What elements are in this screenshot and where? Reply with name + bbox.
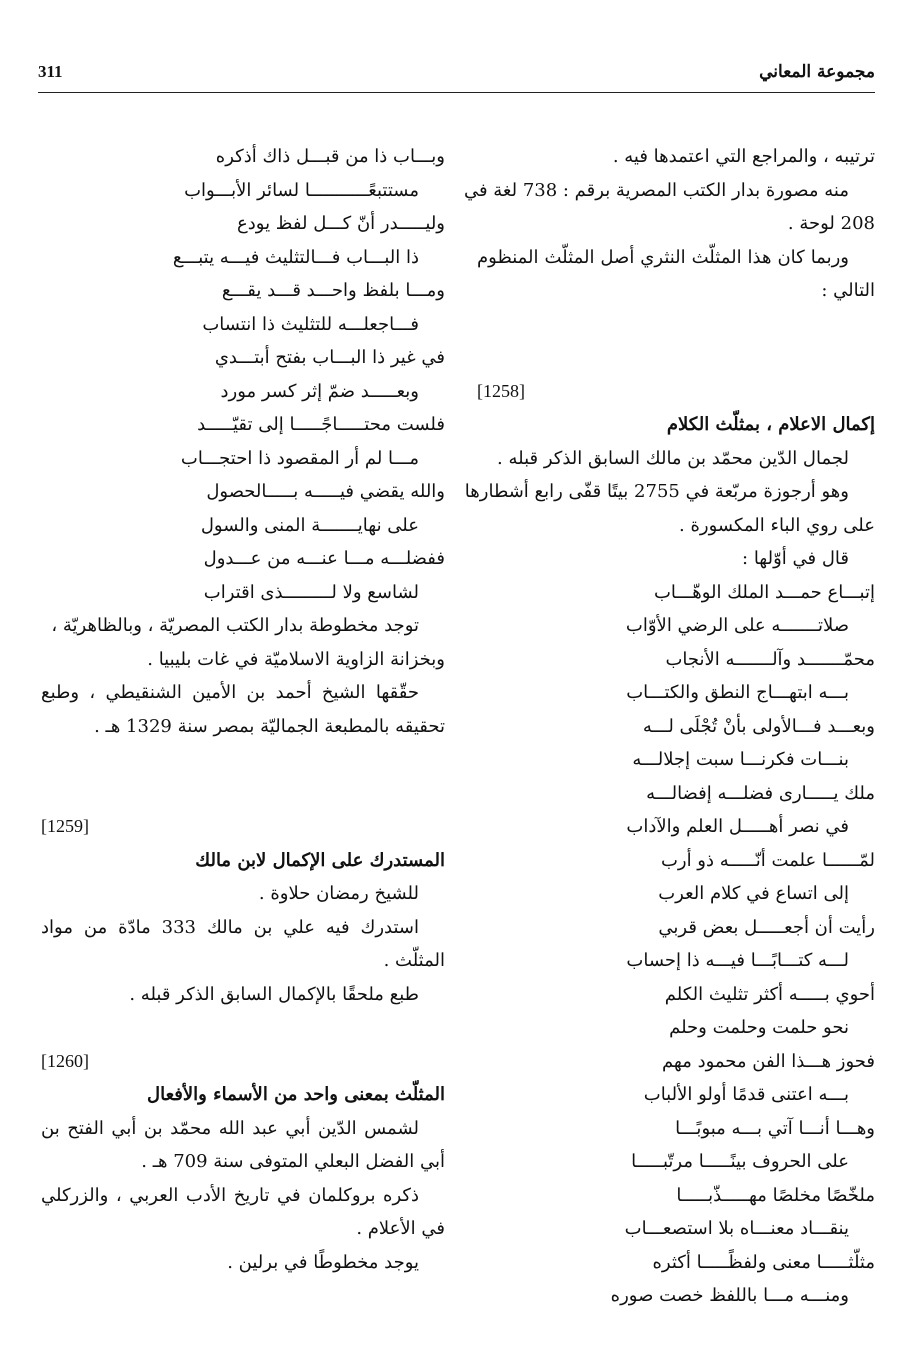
- text-line: المثلّث .: [383, 950, 445, 971]
- verse-line: على نهايـــــــة المنى والسول: [200, 514, 419, 536]
- verse-line: على الحروف بينًـــــا مرتّبـــــا: [631, 1151, 849, 1172]
- verse-line: مثلّثـــــا معنى ولفظًـــــا أكثره: [652, 1251, 875, 1273]
- text-line: 208 لوحة .: [787, 213, 875, 234]
- entry-number-1260: [1260]: [41, 1050, 89, 1071]
- verse-line: إلى اتساع في كلام العرب: [658, 883, 849, 904]
- text-line: أبي الفضل البعلي المتوفى سنة 709 هـ .: [141, 1151, 445, 1172]
- verse-line: مـــا لم أر المقصود ذا احتجـــاب: [180, 447, 419, 469]
- verse-line: رأيت أن أجعـــــل بعض قربي: [658, 916, 875, 938]
- verse-line: صلاتـــــــه على الرضي الأوّاب: [625, 615, 849, 636]
- text-line: منه مصورة بدار الكتب المصرية برقم : 738 لغة في: [463, 179, 849, 201]
- entry-number-1258: [1258]: [477, 380, 525, 401]
- verse-line: إتبـــاع حمـــد الملك الوهّـــاب: [653, 581, 875, 603]
- text-line: وربما كان هذا المثلّث النثري أصل المثلّث المنظوم: [477, 246, 849, 268]
- verse-line: لشاسع ولا لـــــــــذى اقتراب: [203, 581, 419, 603]
- verse-line: ومنـــه مـــا باللفظ خصت صوره: [610, 1285, 849, 1306]
- text-line: وبخزانة الزاوية الاسلاميّة في غات بليبيا .: [147, 648, 445, 670]
- verse-line: في غير ذا البـــاب بفتح أبتـــدي: [214, 347, 445, 368]
- verse-line: ومـــا بلفظ واحـــد قـــد يقـــع: [221, 280, 445, 301]
- right-column: [463, 140, 875, 1313]
- verse-line: ذا البـــاب فـــالتثليث فيـــه يتبـــع: [172, 246, 419, 268]
- text-line: في الأعلام .: [356, 1218, 445, 1239]
- text-line: يوجد مخطوطًا في برلين .: [227, 1251, 419, 1273]
- text-line: قال في أوّلها :: [742, 548, 849, 569]
- verse-line: وبعـــــد ضمّ إثر كسر مورد: [220, 380, 419, 402]
- verse-line: والله يقضي فيـــــه بـــــالحصول: [206, 481, 445, 502]
- text-line: وهو أرجوزة مربّعة في 2755 بيتًا قفّى رابع أشطارها: [464, 481, 849, 502]
- verse-line: ملك يـــــارى فضلـــه إفضالـــه: [646, 782, 875, 804]
- entry-title-1260: المثلّث بمعنى واحد من الأسماء والأفعال: [147, 1084, 445, 1105]
- verse-line: في نصر أهـــــل العلم والآداب: [626, 816, 849, 837]
- header-rule: [38, 92, 875, 93]
- text-line: تحقيقه بالمطبعة الجماليّة بمصر سنة 1329 هـ .: [94, 715, 445, 737]
- verse-line: محمّـــــــد وآلـــــــه الأنجاب: [665, 648, 875, 670]
- entry-title-1258: إكمال الاعلام ، بمثلّث الكلام: [666, 414, 875, 435]
- verse-line: وبعـــد فـــالأولى بأنْ تُجْلَى لـــه: [642, 715, 875, 737]
- text-line: ترتيبه ، والمراجع التي اعتمدها فيه .: [612, 146, 875, 167]
- text-line: حقّقها الشيخ أحمد بن الأمين الشنقيطي ، وطبع: [41, 682, 419, 703]
- text-line: لجمال الدّين محمّد بن مالك السابق الذكر قبله .: [497, 447, 849, 469]
- verse-line: أحوي بـــــه أكثر تثليث الكلم: [664, 983, 875, 1005]
- text-line: التالي :: [821, 280, 875, 301]
- text-line: لشمس الدّين أبي عبد الله محمّد بن أبي الفتح بن: [41, 1117, 419, 1139]
- text-line: للشيخ رمضان حلاوة .: [258, 883, 419, 904]
- verse-line: فحوز هـــذا الفن محمود مهم: [661, 1050, 875, 1072]
- verse-line: وبـــاب ذا من قبـــل ذاك أذكره: [215, 146, 445, 167]
- entry-number-1259: [1259]: [41, 816, 89, 836]
- text-line: طبع ملحقًا بالإكمال السابق الذكر قبله .: [129, 983, 419, 1005]
- left-column: [41, 140, 445, 1279]
- verse-line: بنـــات فكرنـــا سبت إجلالـــه: [632, 749, 849, 770]
- entry-title-1259: المستدرك على الإكمال لابن مالك: [195, 849, 445, 871]
- text-line: ذكره بروكلمان في تاريخ الأدب العربي ، والزركلي: [41, 1184, 419, 1206]
- verse-line: ينقـــاد معنـــاه بلا استصعـــاب: [624, 1218, 849, 1239]
- verse-line: بـــه ابتهـــاج النطق والكتـــاب: [626, 682, 849, 703]
- text-line: توجد مخطوطة بدار الكتب المصريّة ، وبالظاهريّة ،: [51, 615, 419, 636]
- text-line: استدرك فيه علي بن مالك 333 مادّة من مواد: [41, 916, 420, 938]
- verse-line: فلست محتـــــاجًـــــا إلى تقيّـــــد: [197, 414, 445, 435]
- verse-line: ملخّصًا مخلصًا مهـــــذّبـــــا: [676, 1184, 875, 1206]
- verse-line: لمّــــــا علمت أنّـــــه ذو أرب: [660, 849, 875, 871]
- verse-line: نحو حلمت وحلمت وحلم: [669, 1017, 849, 1038]
- verse-line: بـــه اعتنى قدمًا أولو الألباب: [643, 1084, 849, 1105]
- verse-line: مستتبعًـــــــــــا لسائر الأبـــواب: [184, 179, 419, 201]
- verse-line: لـــه كتـــابًـــا فيـــه ذا إحساب: [626, 950, 849, 971]
- verse-line: وهـــا أنـــا آتي بـــه مبوبًـــا: [675, 1117, 875, 1139]
- running-title: مجموعة المعاني: [759, 62, 875, 82]
- text-line: على روي الباء المكسورة .: [679, 514, 875, 536]
- verse-line: وليـــــدر أنّ كـــل لفظ يودع: [237, 213, 445, 234]
- verse-line: ففضلـــه مـــا عنـــه من عـــدول: [203, 548, 445, 569]
- page-number: 311: [38, 62, 63, 81]
- verse-line: فـــاجعلـــه للتثليث ذا انتساب: [202, 313, 419, 335]
- page-header: [38, 58, 875, 92]
